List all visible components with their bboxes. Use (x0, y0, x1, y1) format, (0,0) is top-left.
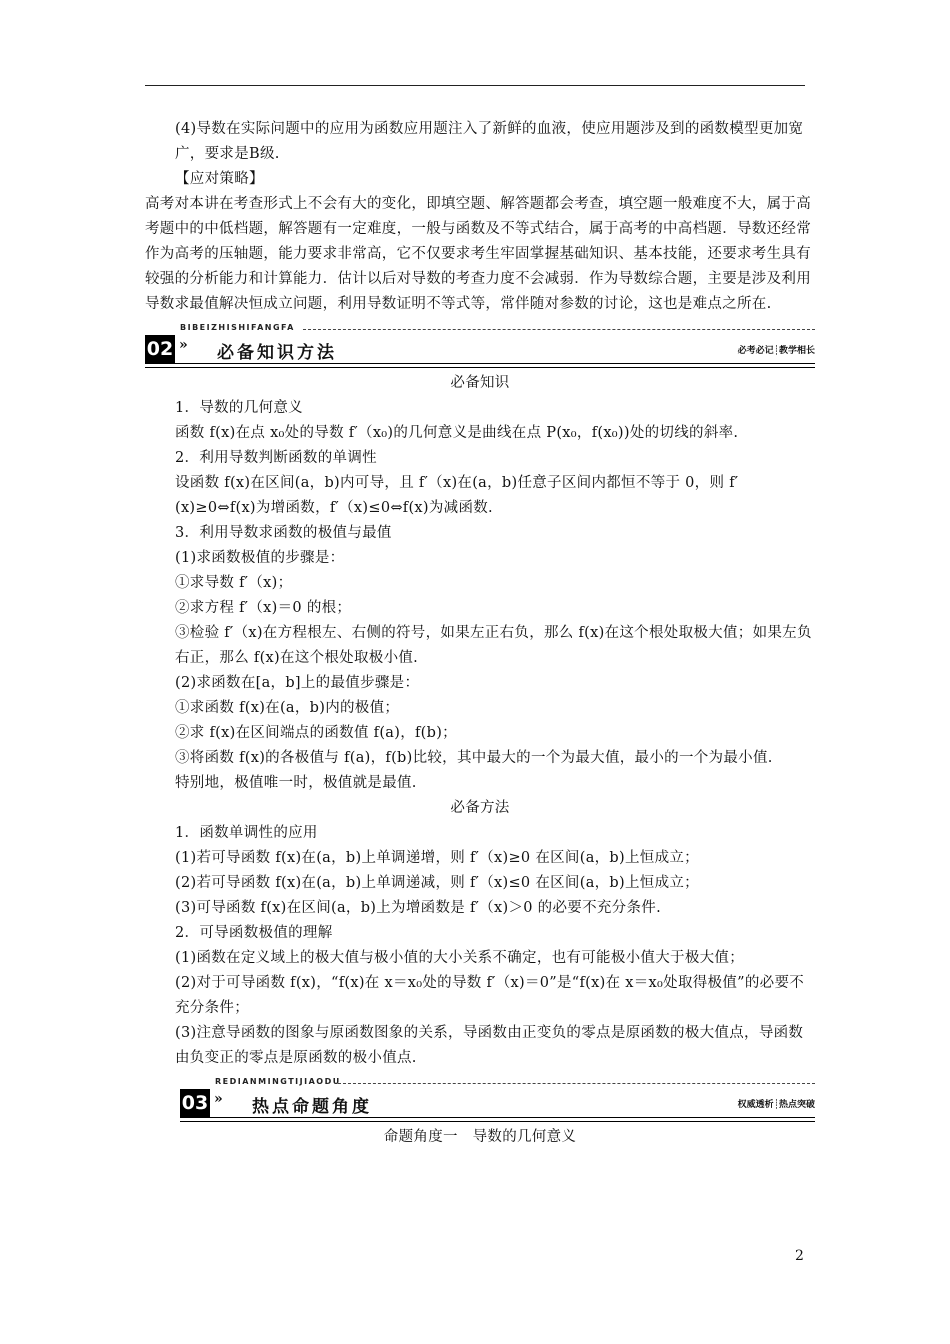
methods-line: (2)对于可导函数 f(x)，“f(x)在 x＝x₀处的导数 f′（x)＝0”是“f(x)在 x＝x₀处取得极值”的必要不充分条件； (175, 975, 805, 1016)
knowledge-line: 1．导数的几何意义 (175, 400, 303, 416)
double-arrow-icon: » (179, 337, 188, 353)
strategy-heading: 【应对策略】 (175, 171, 264, 187)
knowledge-line: ②求方程 f′（x)＝0 的根； (175, 600, 352, 616)
section-number: 03 (180, 1089, 210, 1117)
knowledge-line: ②求 f(x)在区间端点的函数值 f(a)，f(b)； (175, 725, 457, 741)
methods-line: (3)可导函数 f(x)在区间(a，b)上为增函数是 f′（x)＞0 的必要不充分条件. (175, 900, 661, 916)
knowledge-line: 设函数 f(x)在区间(a，b)内可导，且 f′（x)在(a，b)任意子区间内都恒不等于 0，则 f′(x)≥0⇔f(x)为增函数，f′（x)≤0⇔f(x)为减函数. (175, 475, 739, 516)
knowledge-line: 2．利用导数判断函数的单调性 (175, 450, 377, 466)
section-tagline: 权威透析┊热点突破 (737, 1100, 815, 1110)
methods-heading: 必备方法 (450, 800, 510, 816)
section-number: 02 (145, 335, 175, 363)
angle-heading: 命题角度一 导数的几何意义 (383, 1129, 577, 1145)
methods-line: 1．函数单调性的应用 (175, 825, 318, 841)
knowledge-heading: 必备知识 (450, 375, 510, 391)
section-pinyin: BIBEIZHISHIFANGFA (180, 323, 295, 332)
double-arrow-icon: » (214, 1091, 223, 1107)
section-banner-03 (180, 1075, 815, 1123)
header-rule (145, 85, 805, 86)
dotted-rule (338, 1083, 815, 1084)
page-number: 2 (795, 1248, 804, 1264)
section-title: 热点命题角度 (252, 1097, 372, 1117)
strategy-paragraph: 高考对本讲在考查形式上不会有大的变化，即填空题、解答题都会考查，填空题一般难度不大，属于高考题中的中低档题，解答题有一定难度，一般与函数及不等式结合，属于高考的中高档题．导数还经常作为高考的压轴题，能力要求非常高，它不仅要求考生牢固掌握基础知识、基本技能，还要求考生具有较强的分析能力和计算能力．估计以后对导数的考查力度不会减弱．作为导数综合题，主要是涉及利用导数求最值解决恒成立问题，利用导数证明不等式等，常伴随对参数的讨论，这也是难点之所在. (145, 196, 811, 312)
methods-line: (1)若可导函数 f(x)在(a，b)上单调递增，则 f′（x)≥0 在区间(a，b)上恒成立； (175, 850, 699, 866)
section-pinyin: REDIANMINGTIJIAODU (215, 1077, 341, 1086)
methods-line: 2．可导函数极值的理解 (175, 925, 333, 941)
section-tagline: 必考必记┊教学相长 (737, 346, 815, 356)
methods-line: (3)注意导函数的图象与原函数图象的关系，导函数由正变负的零点是原函数的极大值点，导函数由负变正的零点是原函数的极小值点. (175, 1025, 804, 1066)
dotted-rule (303, 329, 815, 330)
knowledge-line: ③检验 f′（x)在方程根左、右侧的符号，如果左正右负，那么 f(x)在这个根处取极大值；如果左负右正，那么 f(x)在这个根处取极小值. (175, 625, 812, 666)
knowledge-line: ①求函数 f(x)在(a，b)内的极值； (175, 700, 400, 716)
methods-line: (1)函数在定义域上的极大值与极小值的大小关系不确定，也有可能极小值大于极大值； (175, 950, 745, 966)
knowledge-line: 特别地，极值唯一时，极值就是最值. (175, 775, 417, 791)
section-underline (180, 1117, 815, 1122)
knowledge-line: 函数 f(x)在点 x₀处的导数 f′（x₀)的几何意义是曲线在点 P(x₀，f(x₀))处的切线的斜率. (175, 425, 739, 441)
section-banner-02 (145, 321, 815, 369)
methods-line: (2)若可导函数 f(x)在(a，b)上单调递减，则 f′（x)≤0 在区间(a，b)上恒成立； (175, 875, 699, 891)
knowledge-line: ③将函数 f(x)的各极值与 f(a)，f(b)比较，其中最大的一个为最大值，最小的一个为最小值. (175, 750, 773, 766)
section-underline (145, 363, 815, 368)
knowledge-line: (2)求函数在[a，b]上的最值步骤是： (175, 675, 420, 691)
knowledge-line: (1)求函数极值的步骤是： (175, 550, 345, 566)
knowledge-line: 3．利用导数求函数的极值与最值 (175, 525, 392, 541)
knowledge-line: ①求导数 f′（x)； (175, 575, 293, 591)
page-content (145, 117, 815, 1150)
section-title: 必备知识方法 (217, 343, 337, 363)
intro-paragraph-4: (4)导数在实际问题中的应用为函数应用题注入了新鲜的血液，使应用题涉及到的函数模型更加宽广，要求是B级. (175, 121, 804, 162)
